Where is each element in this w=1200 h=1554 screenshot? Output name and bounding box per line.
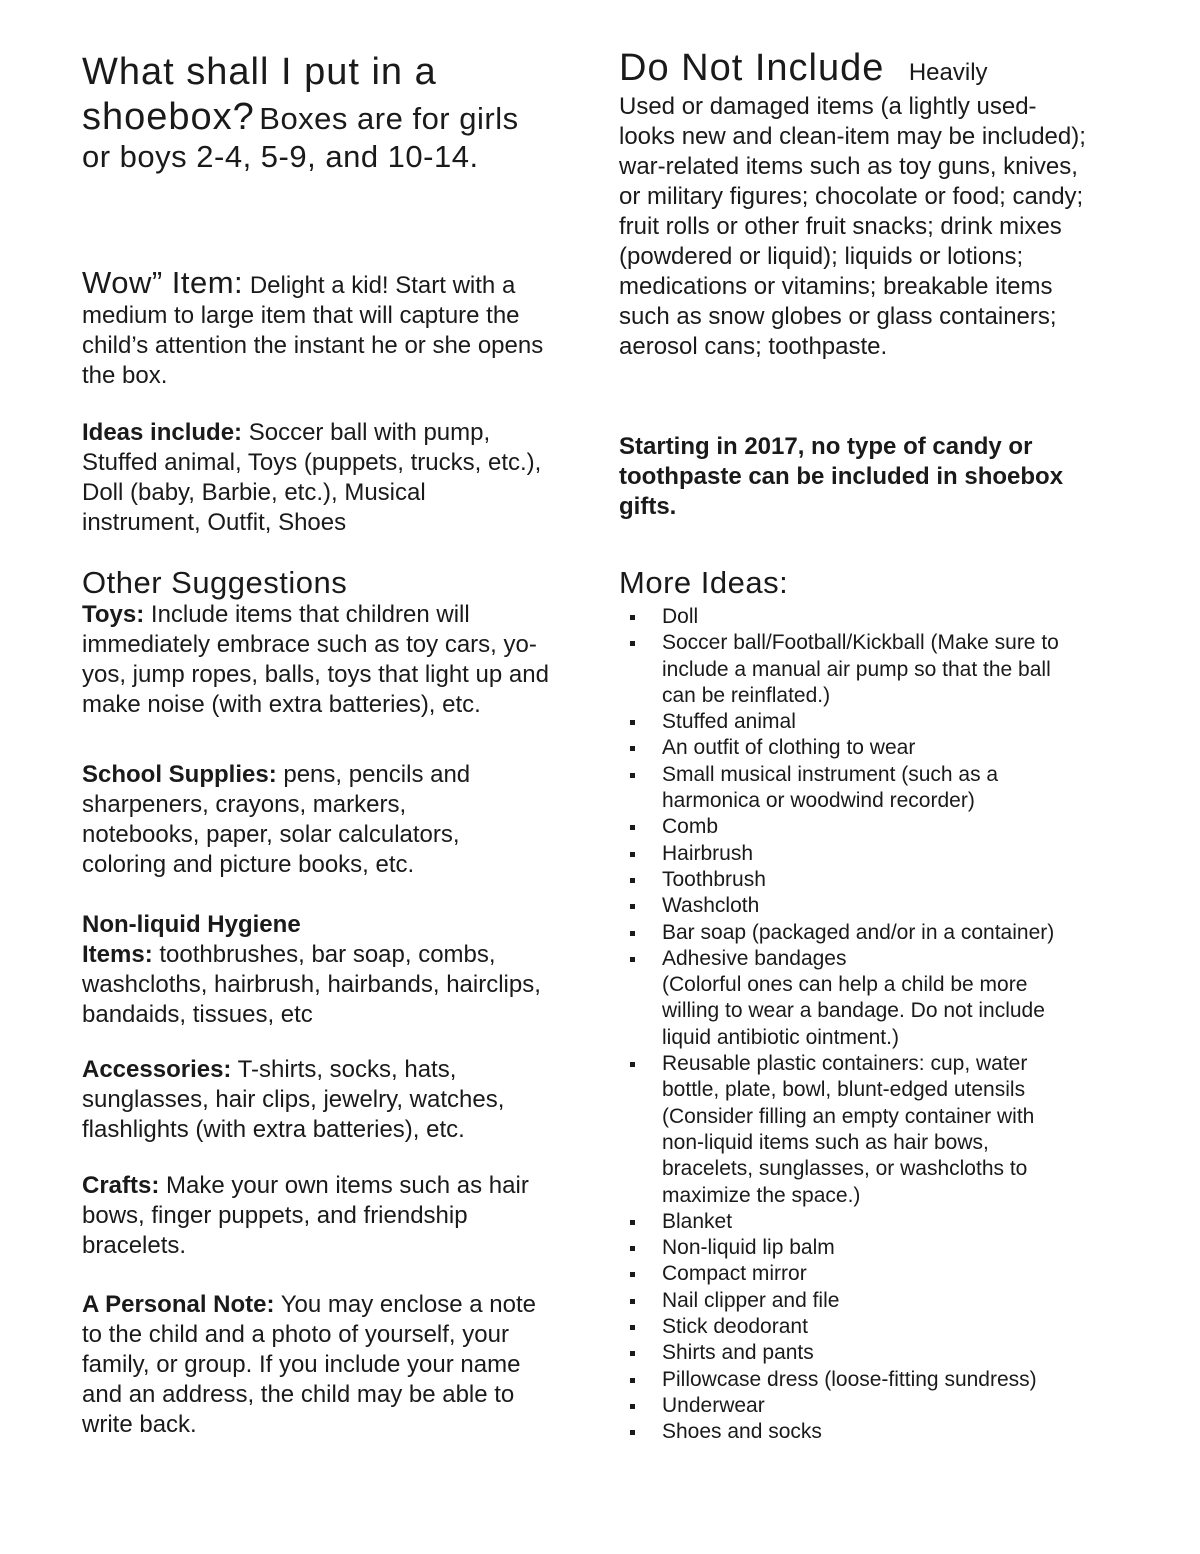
do-not-include-text: Used or damaged items (a lightly used-looks new and clean-item may be included); war-related items such as toy guns, knives, or military figures; chocolate or food; candy; fruit rolls or other fruit snacks; drink mixes (powdered or liquid); liquids or lotions; medications or vitamins; breakable items such as snow globes or glass containers; aerosol cans; toothpaste. bbox=[619, 93, 1086, 360]
list-item bbox=[619, 1367, 1081, 1393]
list-item-text: Non-liquid lip balm bbox=[662, 1236, 835, 1260]
accessories-text: T-shirts, socks, hats, sunglasses, hair clips, jewelry, watches, flashlights (with extra batteries), etc. bbox=[82, 1056, 505, 1143]
candy-notice: Starting in 2017, no type of candy or toothpaste can be included in shoebox gifts. bbox=[619, 433, 1064, 520]
hygiene-label-1: Non-liquid Hygiene bbox=[82, 911, 301, 938]
list-item-text: Doll bbox=[662, 605, 699, 628]
list-item bbox=[619, 1340, 1081, 1366]
do-not-include-title bbox=[619, 46, 1119, 91]
do-not-include-heading: Do Not Include bbox=[619, 47, 885, 89]
list-item bbox=[619, 604, 1081, 630]
personal-note-label: A Personal Note: bbox=[82, 1291, 275, 1318]
list-item bbox=[619, 1419, 1081, 1445]
list-item bbox=[619, 1209, 1081, 1235]
list-item-text: Reusable plastic containers: cup, water bottle, plate, bowl, blunt-edged utensils (Consider filling an empty container with non-liquid items such as hair bows, bracelets, sunglasses, or washcloths to maximize the space.) bbox=[662, 1052, 1035, 1207]
list-item bbox=[619, 1051, 1081, 1209]
list-item-text: Shoes and socks bbox=[662, 1420, 822, 1444]
list-item bbox=[619, 1288, 1081, 1314]
list-item-text: Stick deodorant bbox=[662, 1315, 808, 1339]
school-text: pens, pencils and sharpeners, crayons, markers, notebooks, paper, solar calculators, coloring and picture books, etc. bbox=[82, 761, 471, 878]
list-item bbox=[619, 1261, 1081, 1287]
wow-text: Delight a kid! Start with a medium to large item that will capture the child’s attention the instant he or she opens the box. bbox=[82, 272, 544, 389]
list-item-text: Bar soap (packaged and/or in a container) bbox=[662, 920, 1055, 944]
crafts-section bbox=[82, 1171, 562, 1261]
list-item-text: Washcloth bbox=[662, 894, 760, 918]
hygiene-section bbox=[82, 910, 542, 1030]
list-item-text: Nail clipper and file bbox=[662, 1288, 840, 1312]
list-item bbox=[619, 893, 1081, 919]
list-item bbox=[619, 709, 1081, 735]
accessories-section bbox=[82, 1055, 552, 1145]
list-item-text: Toothbrush bbox=[662, 867, 766, 891]
ideas-section bbox=[82, 418, 542, 538]
more-ideas-list bbox=[619, 604, 1081, 1446]
list-item bbox=[619, 1235, 1081, 1261]
list-item bbox=[619, 735, 1081, 761]
list-item-text: Blanket bbox=[662, 1209, 733, 1233]
school-supplies-section bbox=[82, 760, 527, 880]
list-item-text: Comb bbox=[662, 815, 719, 839]
list-item bbox=[619, 841, 1081, 867]
list-item-text: Compact mirror bbox=[662, 1262, 807, 1286]
list-item-text: Soccer ball/Football/Kickball (Make sure to include a manual air pump so that the ball can be reinflated.) bbox=[662, 631, 1059, 707]
list-item-text: Pillowcase dress (loose-fitting sundress) bbox=[662, 1367, 1037, 1391]
hygiene-text: toothbrushes, bar soap, combs, washcloths, hairbrush, hairbands, hairclips, bandaids, tissues, etc bbox=[82, 941, 541, 1028]
other-suggestions-heading: Other Suggestions bbox=[82, 565, 348, 600]
crafts-label: Crafts: bbox=[82, 1172, 160, 1199]
school-label: School Supplies: bbox=[82, 761, 277, 788]
personal-note-text: You may enclose a note to the child and a photo of yourself, your family, or group. If you include your name and an address, the child may be able to write back. bbox=[82, 1291, 537, 1438]
list-item-text: Small musical instrument (such as a harmonica or woodwind recorder) bbox=[662, 762, 999, 813]
list-item bbox=[619, 946, 1081, 1051]
toys-text: Include items that children will immediately embrace such as toy cars, yo-yos, jump ropes, balls, toys that light up and make noise (with extra batteries), etc. bbox=[82, 601, 549, 718]
list-item-text: Adhesive bandages bbox=[662, 946, 847, 970]
more-ideas-heading: More Ideas: bbox=[619, 565, 789, 600]
crafts-text: Make your own items such as hair bows, finger puppets, and friendship bracelets. bbox=[82, 1172, 529, 1259]
personal-note-section bbox=[82, 1290, 552, 1440]
wow-heading: Wow” Item: bbox=[82, 265, 244, 300]
accessories-label: Accessories: bbox=[82, 1056, 232, 1083]
list-item-text: An outfit of clothing to wear bbox=[662, 736, 916, 760]
ideas-text: Soccer ball with pump, Stuffed animal, Toys (puppets, trucks, etc.), Doll (baby, Barbie, etc.), Musical instrument, Outfit, Shoes bbox=[82, 419, 542, 536]
hygiene-label-2: Items: bbox=[82, 941, 153, 968]
list-item-text: Hairbrush bbox=[662, 841, 754, 865]
list-item bbox=[619, 1314, 1081, 1340]
list-item-text: Shirts and pants bbox=[662, 1341, 814, 1365]
list-item bbox=[619, 814, 1081, 840]
main-title bbox=[82, 50, 552, 174]
title-small: Boxes are for girls or boys 2-4, 5-9, and 10-14. bbox=[82, 101, 519, 174]
do-not-include-heavily: Heavily bbox=[908, 59, 988, 86]
list-item bbox=[619, 630, 1081, 709]
list-item bbox=[619, 867, 1081, 893]
wow-section bbox=[82, 266, 557, 391]
toys-section bbox=[82, 600, 562, 720]
list-item-text: Stuffed animal bbox=[662, 710, 796, 734]
list-item bbox=[619, 920, 1081, 946]
ideas-label: Ideas include: bbox=[82, 419, 243, 446]
list-item bbox=[619, 1393, 1081, 1419]
list-item bbox=[619, 762, 1081, 815]
toys-label: Toys: bbox=[82, 601, 145, 628]
list-item-note: (Colorful ones can help a child be more willing to wear a bandage. Do not include liquid antibiotic ointment.) bbox=[662, 973, 1045, 1049]
title-big: What shall I put in a shoebox? bbox=[82, 51, 437, 138]
list-item-text: Underwear bbox=[662, 1393, 765, 1417]
